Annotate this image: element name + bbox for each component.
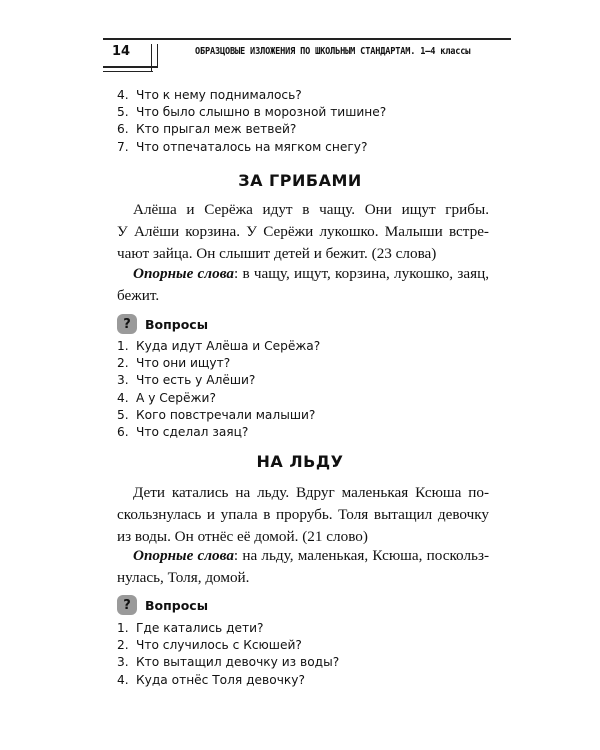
list-item: 1. Где катались дети? (117, 621, 264, 635)
keywords-label: Опорные слова (133, 547, 234, 564)
keywords-mushrooms (117, 263, 489, 307)
text-line: У Алёши корзина. У Серёжи лукошко. Малыши встре- (117, 223, 489, 240)
text-line: Алёша и Серёжа идут в чащу. Они ищут грибы. (133, 201, 489, 218)
questions-list-mushrooms (117, 338, 320, 441)
question-mark-icon: ? (117, 595, 137, 615)
list-item: 6. Кто прыгал меж ветвей? (117, 122, 297, 137)
questions-label: Вопросы (145, 316, 209, 332)
section-title-mushrooms: ЗА ГРИБАМИ (238, 171, 362, 190)
questions-header (117, 313, 208, 335)
question-mark-icon: ? (117, 314, 137, 334)
list-item: 2. Что они ищут? (117, 356, 231, 371)
list-item: 6. Что сделал заяц? (117, 424, 249, 439)
text-line: скользнулась и упала в прорубь. Толя вытащил девочку (117, 506, 489, 523)
header-rule-vertical (157, 44, 158, 68)
running-head: ОБРАЗЦОВЫЕ ИЗЛОЖЕНИЯ ПО ШКОЛЬНЫМ СТАНДАРТАМ. 1–4 классы (195, 46, 471, 57)
header-rule-bottom-outer (103, 71, 153, 72)
text-line: Дети катались на льду. Вдруг маленькая Ксюша по- (133, 484, 489, 501)
keywords-line: бежит. (117, 287, 160, 304)
list-item: 1. Куда идут Алёша и Серёжа? (117, 339, 321, 353)
questions-label: Вопросы (145, 597, 209, 613)
keywords-line: нулась, Толя, домой. (117, 569, 250, 586)
story-text-mushrooms (117, 199, 489, 265)
story-text-on-ice (117, 482, 489, 548)
header-rule-bottom (103, 66, 158, 68)
questions-list-on-ice (117, 620, 339, 689)
keywords-on-ice (117, 545, 489, 589)
keywords-label: Опорные слова (133, 265, 234, 282)
list-item: 5. Кого повстречали малыши? (117, 407, 316, 422)
list-item: 3. Кто вытащил девочку из воды? (117, 655, 340, 670)
section-title-on-ice: НА ЛЬДУ (256, 452, 344, 471)
list-item: 2. Что случилось с Ксюшей? (117, 638, 302, 653)
list-item: 3. Что есть у Алёши? (117, 373, 256, 388)
list-item: 4. Что к нему поднималось? (117, 88, 302, 102)
header-rule-top (103, 38, 511, 40)
keywords-line: Опорные слова: на льду, маленькая, Ксюша, поскольз- (133, 547, 490, 564)
keywords-line: Опорные слова: в чащу, ищут, корзина, лукошко, заяц, (133, 265, 489, 282)
list-item: 7. Что отпечаталось на мягком снегу? (117, 139, 368, 154)
list-item: 4. Куда отнёс Толя девочку? (117, 672, 305, 687)
list-item: 5. Что было слышно в морозной тишине? (117, 105, 387, 120)
text-line: из воды. Он отнёс её домой. (21 слово) (117, 528, 368, 545)
text-line: чают зайца. Он слышит детей и бежит. (23 слова) (117, 245, 437, 262)
list-item: 4. А у Серёжи? (117, 390, 216, 405)
page-number: 14 (112, 44, 131, 59)
questions-header (117, 594, 208, 616)
continued-questions-list (117, 87, 386, 156)
